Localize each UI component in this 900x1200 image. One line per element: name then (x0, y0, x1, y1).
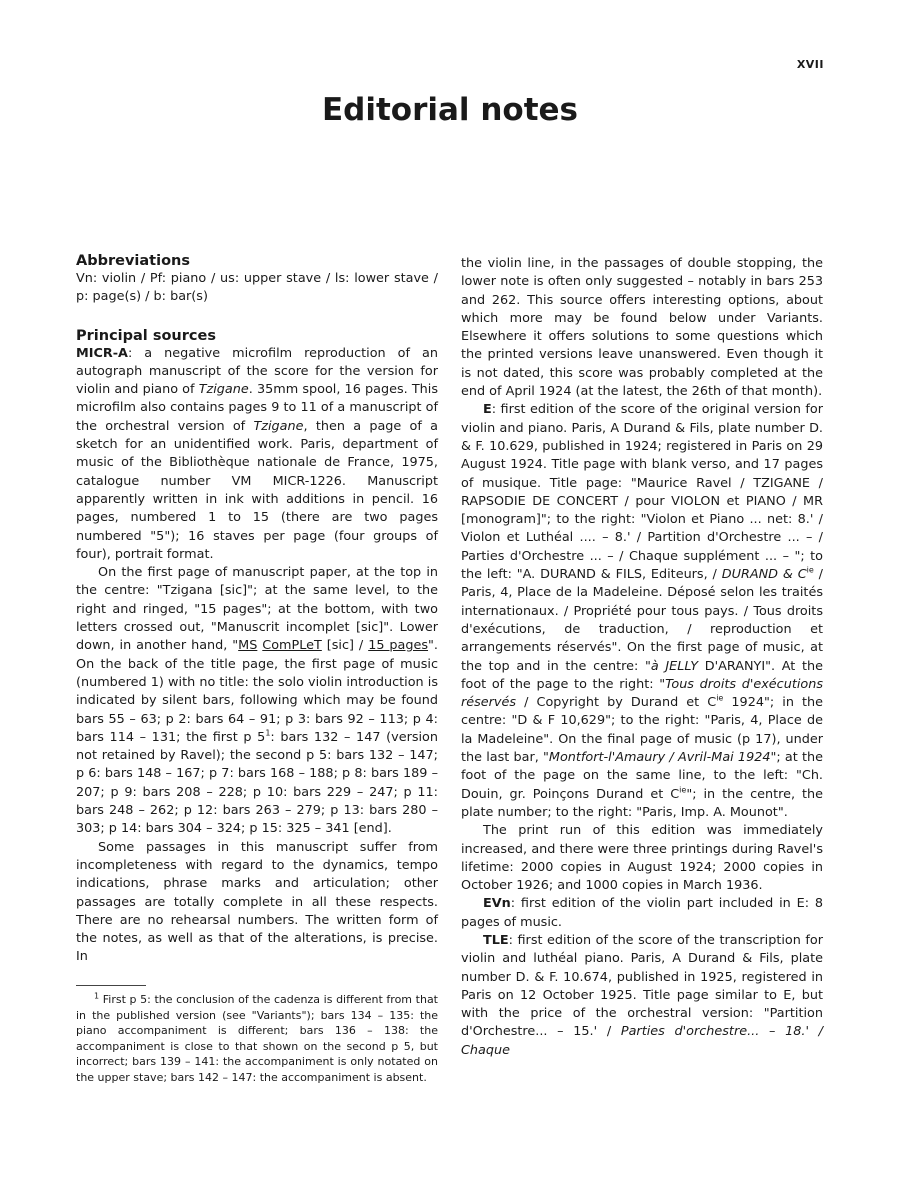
principal-sources-heading: Principal sources (76, 327, 216, 344)
edition-e-paragraph: E: first edition of the score of the original version for violin and piano. Paris, A Durand & Fils, plate number D. & F. 10.629, published in 1924; registered in Paris on 29 August 1924. Title page with blank verso, and 17 pages of musique. Title page: "Maurice Ravel / TZIGANE / RAPSODIE DE CONCERT / pour VIOLON et PIANO / MR [monogram]"; to the right: "Violon et Piano ... net: 8.' / Violon et Luthéal .... – 8.' / Partition d'Orchestre ... – / Parties d'Orchestre ... – / Chaque supplément ... – "; to the left: "A. DURAND & FILS, Editeurs, / DURAND & $C^{ie}$ / Paris, 4, Place de la Madeleine. Déposé selon les traités internationaux. / Propriété pour tous pays. / Tous droits d'exécutions, de traduction, / reproduction et arrangements réservés". On the first page of music, at the top and in the centre: "à JELLY D'ARANYI". At the foot of the page to the right: "Tous droits d'exécutions réservés / Copyright by Durand et $C^{ie}$ 1924"; in the centre: "D & F 10,629"; to the right: "Paris, 4, Place de la Madeleine". On the final page of music (p 17), under the last bar, "Montfort-l'Amaury / Avril-Mai 1924"; at the foot of the page on the same line, to the left: "Ch. Douin, gr. Poinçons Durand et $C^{ie}$"; in the centre, the plate number; to the right: "Paris, Imp. A. Mounot". (461, 402, 823, 820)
evn-label: EVn (483, 896, 511, 912)
page-title: Editorial notes (321, 92, 579, 128)
footnotes (76, 985, 438, 1086)
incompleteness-paragraph: Some passages in this manuscript suffer from incompleteness with regard to the dynamics, tempo indications, phrase marks and articulation; other passages are totally complete in all these respects. There are no rehearsal numbers. The written form of the notes, as well as that of the alterations, is precise. In (76, 839, 438, 965)
abbreviations-text: Vn: violin / Pf: piano / us: upper stave / ls: lower stave / p: page(s) / b: bar(s) (76, 271, 438, 305)
manuscript-description-paragraph: On the first page of manuscript paper, at the top in the centre: "Tzigana [sic]"; at the same level, to the right and ringed, "15 pages"; at the bottom, with two letters crossed out, "Manuscrit incomplet [sic]". Lower down, in another hand, "MS ComPLeT [sic] / 15 pages". On the back of the title page, the first page of music (numbered 1) with no title: the solo violin introduction is indicated by silent bars, following which may be found bars 55 – 63; p 2: bars 64 – 91; p 3: bars 92 – 113; p 4: bars 114 – 131; the first p $5^1$: bars 132 – 147 (version not retained by Ravel); the second p 5: bars 132 – 147; p 6: bars 148 – 167; p 7: bars 168 – 188; p 8: bars 189 – 207; p 9: bars 208 – 228; p 10: bars 229 – 247; p 11: bars 248 – 262; p 12: bars 263 – 279; p 13: bars 280 – 303; p 14: bars 304 – 324; p 15: 325 – 341 [end]. (76, 565, 438, 837)
micra-label: MICR-A (76, 345, 128, 361)
footnote-rule (76, 985, 146, 986)
right-column (461, 255, 823, 1060)
page-number: XVII (796, 58, 824, 71)
violin-line-paragraph: the violin line, in the passages of double stopping, the lower note is often only suggested – notably in bars 253 and 262. This source offers interesting options, about which more may be found below under Variants. Elsewhere it offers solutions to some questions which the printed versions leave unanswered. Even though it is not dated, this score was probably completed at the end of April 1924 (at the latest, the 26th of that month). (461, 256, 823, 400)
print-run-paragraph: The print run of this edition was immediately increased, and there were three printings during Ravel's lifetime: 2000 copies in August 1924; 2000 copies in October 1926; and 1000 copies in March 1936. (461, 823, 823, 894)
footnote-reference: 1 (265, 728, 271, 738)
footnote-1: $^1$ First p 5: the conclusion of the cadenza is different from that in the published version (see "Variants"); bars 134 – 135: the piano accompaniment is different; bars 136 – 138: the accompaniment is close to that shown on the second p 5, but incorrect; bars 139 – 141: the accompaniment is only notated on the upper stave; bars 142 – 147: the accompaniment is absent. (76, 991, 438, 1084)
e-label: E (483, 402, 492, 418)
evn-paragraph: EVn: first edition of the violin part included in E: 8 pages of music. (461, 896, 823, 930)
micra-paragraph: MICR-A: a negative microfilm reproduction of an autograph manuscript of the score for the version for violin and piano of Tzigane. 35mm spool, 16 pages. This microfilm also contains pages 9 to 11 of a manuscript of the orchestral version of Tzigane, then a page of a sketch for an unidentified work. Paris, department of music of the Bibliothèque nationale de France, 1975, catalogue number VM MICR-1226. Manuscript apparently written in ink with additions in pencil. 16 pages, numbered 1 to 15 (there are two pages numbered "5"); 16 staves per page (four groups of four), portrait format. (76, 345, 438, 562)
left-column (76, 252, 438, 967)
tle-label: TLE (483, 932, 509, 948)
abbreviations-heading: Abbreviations (76, 253, 190, 269)
tle-paragraph: TLE: first edition of the score of the transcription for violin and luthéal piano. Paris, A Durand & Fils, plate number D. & F. 10.674, published in 1925, registered in Paris on 12 October 1925. Title page similar to E, but with the price of the orchestral version: "Partition d'Orchestre... – 15.' / Parties d'orchestre... – 18.' / Chaque (461, 932, 823, 1058)
